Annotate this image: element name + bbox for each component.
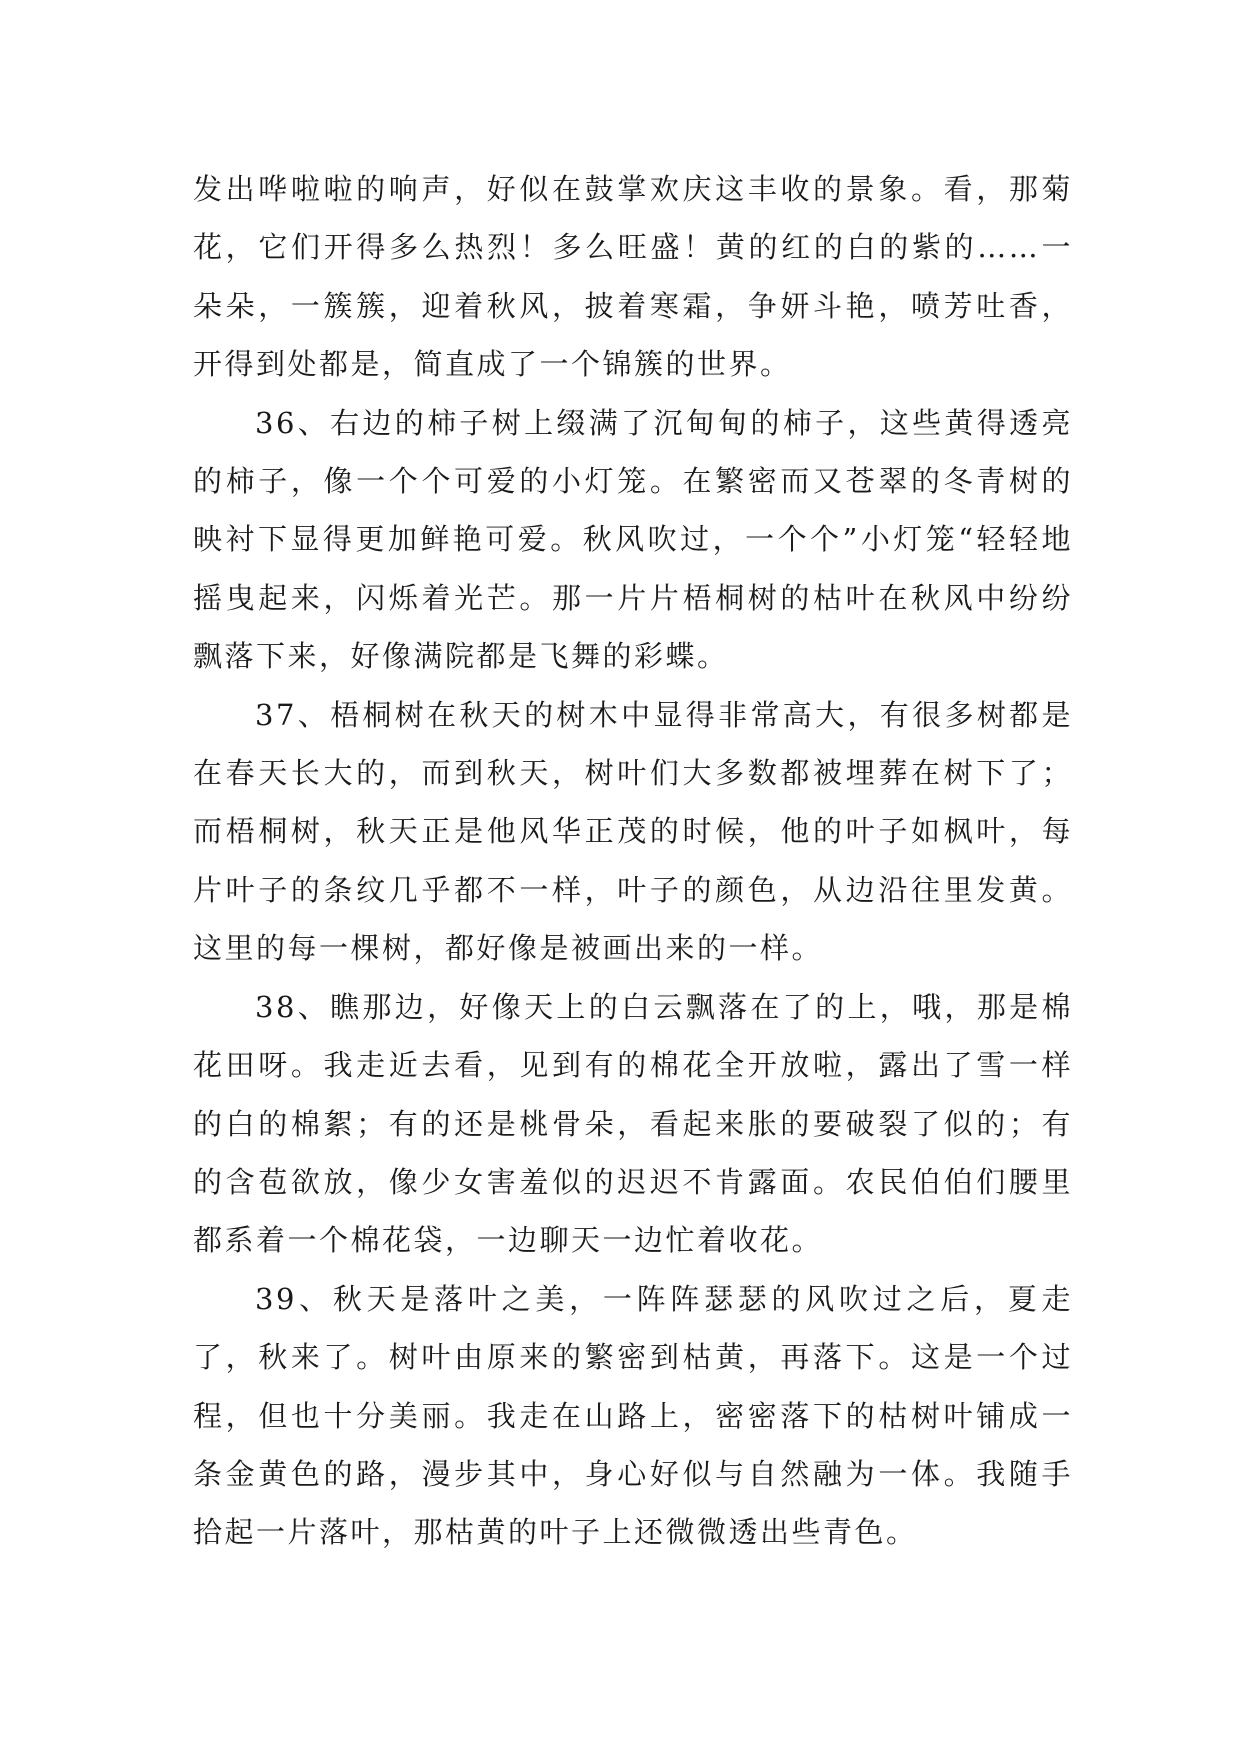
document-body [193, 160, 1073, 1562]
paragraph-39: 39、秋天是落叶之美，一阵阵瑟瑟的风吹过之后，夏走了，秋来了。树叶由原来的繁密到枯黄，再落下。这是一个过程，但也十分美丽。我走在山路上，密密落下的枯树叶铺成一条金黄色的路，漫步其中，身心好似与自然融为一体。我随手拾起一片落叶，那枯黄的叶子上还微微透出些青色。 [193, 1281, 1073, 1550]
paragraph-continuation: 发出哗啦啦的响声，好似在鼓掌欢庆这丰收的景象。看，那菊花，它们开得多么热烈！多么旺盛！黄的红的白的紫的……一朵朵，一簇簇，迎着秋风，披着寒霜，争妍斗艳，喷芳吐香，开得到处都是，简直成了一个锦簇的世界。 [193, 172, 1073, 382]
paragraph-37: 37、梧桐树在秋天的树木中显得非常高大，有很多树都是在春天长大的，而到秋天，树叶们大多数都被埋葬在树下了；而梧桐树，秋天正是他风华正茂的时候，他的叶子如枫叶，每片叶子的条纹几乎都不一样，叶子的颜色，从边沿往里发黄。这里的每一棵树，都好像是被画出来的一样。 [193, 697, 1073, 966]
paragraph-38: 38、瞧那边，好像天上的白云飘落在了的上，哦，那是棉花田呀。我走近去看，见到有的棉花全开放啦，露出了雪一样的白的棉絮；有的还是桃骨朵，看起来胀的要破裂了似的；有的含苞欲放，像少女害羞似的迟迟不肯露面。农民伯伯们腰里都系着一个棉花袋，一边聊天一边忙着收花。 [193, 989, 1073, 1258]
paragraph-36: 36、右边的柿子树上缀满了沉甸甸的柿子，这些黄得透亮的柿子，像一个个可爱的小灯笼。在繁密而又苍翠的冬青树的映衬下显得更加鲜艳可爱。秋风吹过，一个个”小灯笼“轻轻地摇曳起来，闪烁着光芒。那一片片梧桐树的枯叶在秋风中纷纷飘落下来，好像满院都是飞舞的彩蝶。 [193, 405, 1073, 674]
